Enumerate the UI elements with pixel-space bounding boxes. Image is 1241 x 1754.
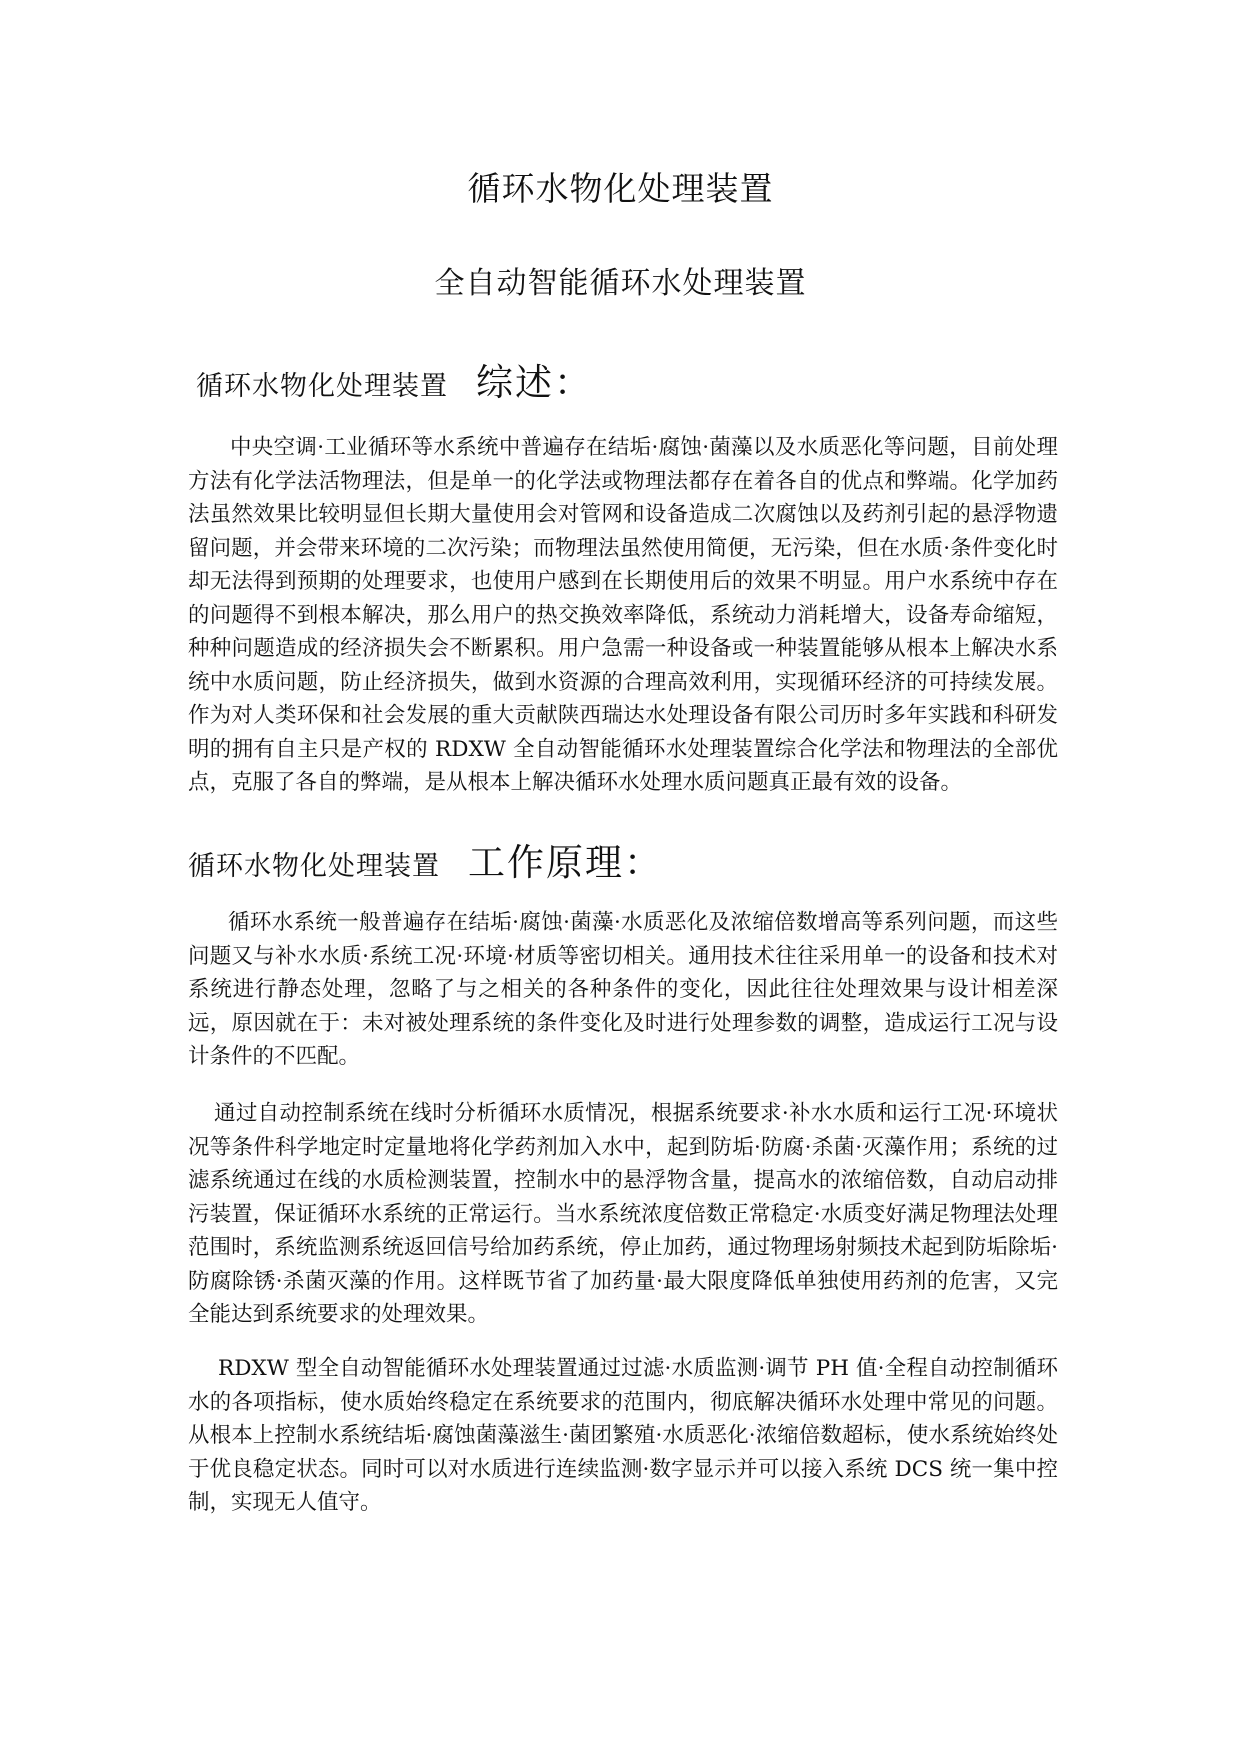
section-heading-main: 工作原理： xyxy=(468,841,663,884)
section-heading-overview xyxy=(196,352,593,406)
principle-paragraph-3: RDXW 型全自动智能循环水处理装置通过过滤·水质监测·调节 PH 值·全程自动控制循环水的各项指标，使水质始终稳定在系统要求的范围内，彻底解决循环水处理中常见的问题。从根本上控制水系统结垢·腐蚀菌藻滋生·菌团繁殖·水质恶化·浓缩倍数超标，使水系统始终处于优良稳定状态。同时可以对水质进行连续监测·数字显示并可以接入系统 DCS 统一集中控制，实现无人值守。 xyxy=(188,1356,1058,1515)
overview-paragraph: 中央空调·工业循环等水系统中普遍存在结垢·腐蚀·菌藻以及水质恶化等问题，目前处理方法有化学法活物理法，但是单一的化学法或物理法都存在着各自的优点和弊端。化学加药法虽然效果比较明显但长期大量使用会对管网和设备造成二次腐蚀以及药剂引起的悬浮物遗留问题，并会带来环境的二次污染；而物理法虽然使用简便，无污染，但在水质·条件变化时却无法得到预期的处理要求，也使用户感到在长期使用后的效果不明显。用户水系统中存在的问题得不到根本解决，那么用户的热交换效率降低，系统动力消耗增大，设备寿命缩短，种种问题造成的经济损失会不断累积。用户急需一种设备或一种装置能够从根本上解决水系统中水质问题，防止经济损失，做到水资源的合理高效利用，实现循环经济的可持续发展。作为对人类环保和社会发展的重大贡献陕西瑞达水处理设备有限公司历时多年实践和科研发明的拥有自主只是产权的 RDXW 全自动智能循环水处理装置综合化学法和物理法的全部优点，克服了各自的弊端，是从根本上解决循环水处理水质问题真正最有效的设备。 xyxy=(188,435,1058,795)
principle-paragraph-1: 循环水系统一般普遍存在结垢·腐蚀·菌藻·水质恶化及浓缩倍数增高等系列问题，而这些问题又与补水水质·系统工况·环境·材质等密切相关。通用技术往往采用单一的设备和技术对系统进行静态处理，忽略了与之相关的各种条件的变化，因此往往处理效果与设计相差深远，原因就在于：未对被处理系统的条件变化及时进行处理参数的调整，造成运行工况与设计条件的不匹配。 xyxy=(188,910,1058,1069)
section-heading-principle xyxy=(188,832,663,886)
section-heading-main: 综述： xyxy=(476,361,593,404)
document-title: 循环水物化处理装置 xyxy=(467,169,774,208)
principle-paragraph-2: 通过自动控制系统在线时分析循环水质情况，根据系统要求·补水水质和运行工况·环境状况等条件科学地定时定量地将化学药剂加入水中，起到防垢·防腐·杀菌·灭藻作用；系统的过滤系统通过在线的水质检测装置，控制水中的悬浮物含量，提高水的浓缩倍数，自动启动排污装置，保证循环水系统的正常运行。当水系统浓度倍数正常稳定·水质变好满足物理法处理范围时，系统监测系统返回信号给加药系统，停止加药，通过物理场射频技术起到防垢除垢·防腐除锈·杀菌灭藻的作用。这样既节省了加药量·最大限度降低单独使用药剂的危害，又完全能达到系统要求的处理效果。 xyxy=(188,1101,1058,1327)
document-subtitle: 全自动智能循环水处理装置 xyxy=(434,266,807,301)
section-heading-prefix: 循环水物化处理装置 xyxy=(196,371,448,402)
section-heading-prefix: 循环水物化处理装置 xyxy=(188,851,440,882)
